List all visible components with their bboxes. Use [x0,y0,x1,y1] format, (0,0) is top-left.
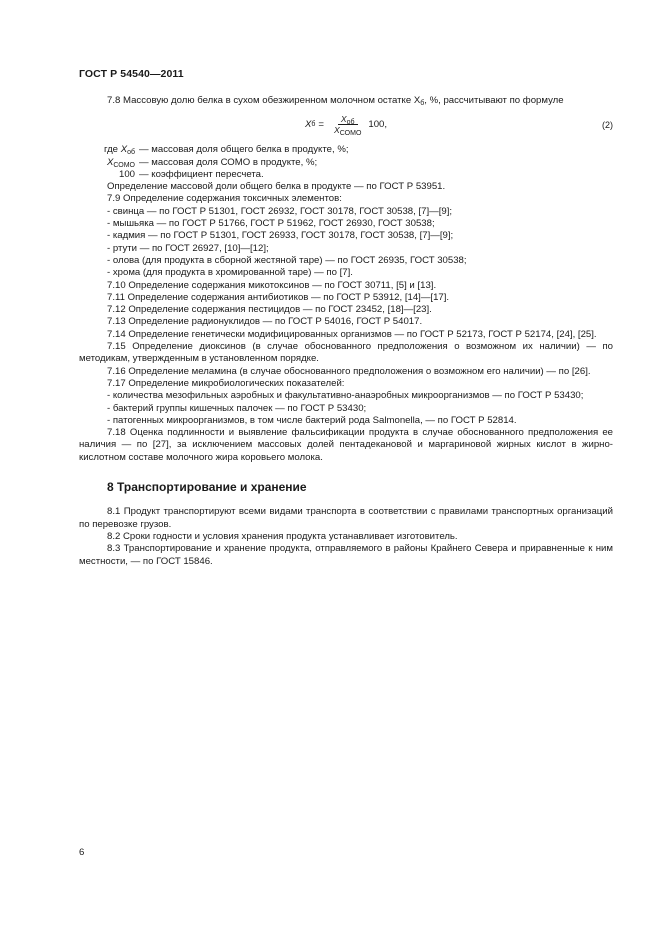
formula-definitions [79,144,613,181]
paragraph-7-8-subscript: б [420,100,425,107]
section-heading: 8 Транспортирование и хранение [107,480,307,495]
denominator-subscript: СОМО [339,130,362,138]
definition-symbol [79,157,139,169]
paragraph: - мышьяка — по ГОСТ Р 51766, ГОСТ Р 51962, ГОСТ 26930, ГОСТ 30538; [107,218,435,230]
definition-symbol [79,169,139,181]
paragraph: 8.2 Сроки годности и условия хранения продукта устанавливает изготовитель. [107,530,458,542]
definition-variable: X [120,144,128,156]
numerator-variable: X [340,114,347,125]
definition-text: — массовая доля СОМО в продукте, %; [139,156,318,168]
paragraph: 7.18 Оценка подлинности и выявление фальсификации продукта в случае обоснованного предположения ее наличия — по [27], за исключением массовых долей пентадекановой и маргариновой жирных кислот в жирно-кислотном составе молочного жира коровьего молока. [79,427,613,463]
definition-row [79,157,613,169]
paragraph: Определение массовой доли общего белка в продукте — по ГОСТ Р 53951. [107,181,446,193]
formula-numerator [338,114,358,125]
paragraph: - количества мезофильных аэробных и факультативно-анаэробных микроорганизмов — по ГОСТ Р 53430; [107,390,584,402]
formula-fraction [331,114,364,138]
paragraph: 7.9 Определение содержания токсичных элементов: [107,193,342,205]
document-body [79,95,613,568]
formula-row [79,111,613,138]
definition-text: — массовая доля общего белка в продукте, %; [139,144,349,156]
paragraph: - олова (для продукта в сборной жестяной таре) — по ГОСТ 26935, ГОСТ 30538; [107,254,467,266]
definition-subscript: об [127,149,135,157]
paragraph: - патогенных микроорганизмов, в том числе бактерий рода Salmonella, — по ГОСТ Р 52814. [107,414,517,426]
paragraph: 7.16 Определение меламина (в случае обоснованного предположения о возможном его наличии) — по [26]. [107,365,591,377]
definition-text: — коэффициент пересчета. [139,168,264,180]
definition-row [79,169,613,181]
section-7-paragraphs [79,181,613,464]
paragraph: 7.12 Определение содержания пестицидов — по ГОСТ 23452, [18]—[23]. [107,304,432,316]
paragraph-7-8 [79,95,613,107]
paragraph: - бактерий группы кишечных палочек — по ГОСТ Р 53430; [107,402,367,414]
paragraph: 7.13 Определение радионуклидов — по ГОСТ Р 54016, ГОСТ Р 54017. [107,316,423,328]
paragraph: 7.15 Определение диоксинов (в случае обоснованного предположения о возможном их наличии) — по методикам, утвержденным в установленном порядке. [79,341,613,365]
formula-lhs-variable: X [305,118,312,130]
denominator-variable: X [334,125,340,136]
definition-row [79,144,613,156]
definition-subscript: СОМО [113,161,135,169]
definition-variable: 100 [118,168,135,180]
definition-prefix: где [104,144,121,156]
document-header: ГОСТ Р 54540—2011 [79,68,184,80]
paragraph: - ртути — по ГОСТ 26927, [10]—[12]; [107,242,269,254]
paragraph-7-8-text: 7.8 Массовую долю белка в сухом обезжиренном молочном остатке X [107,95,421,106]
numerator-subscript: об [346,119,355,127]
formula-denominator [331,125,364,138]
paragraph: - свинца — по ГОСТ Р 51301, ГОСТ 26932, ГОСТ 30178, ГОСТ 30538, [7]—[9]; [107,205,453,217]
equation-number: (2) [602,120,613,131]
page-number: 6 [79,847,85,858]
paragraph: 8.1 Продукт транспортируют всеми видами транспорта в соответствии с правилами транспортных организаций по перевозке грузов. [79,506,613,530]
paragraph: 7.14 Определение генетически модифицированных организмов — по ГОСТ Р 52173, ГОСТ Р 52174, [24], [25]. [107,328,597,340]
formula: X б = $\frac{X_{об}}{X_{СОМО}}$ 100, [305,114,388,138]
paragraph-7-8-tail: , %, рассчитывают по формуле [424,95,564,106]
definition-symbol [79,144,139,156]
formula-equals: = [318,118,325,130]
definition-variable: X [106,156,114,168]
paragraph: 7.11 Определение содержания антибиотиков — по ГОСТ Р 53912, [14]—[17]. [107,291,450,303]
paragraph: 7.17 Определение микробиологических показателей: [107,377,345,389]
paragraph: - хрома (для продукта в хромированной таре) — по [7]. [107,267,353,279]
paragraph: 8.3 Транспортирование и хранение продукта, отправляемого в районы Крайнего Севера и приравненные к ним местности, — по ГОСТ 15846. [79,543,613,567]
formula-multiplier: 100, [368,118,388,130]
paragraph: - кадмия — по ГОСТ Р 51301, ГОСТ 26933, ГОСТ 30178, ГОСТ 30538, [7]—[9]; [107,230,454,242]
section-8-paragraphs [79,506,613,567]
paragraph: 7.10 Определение содержания микотоксинов — по ГОСТ 30711, [5] и [13]. [107,279,437,291]
